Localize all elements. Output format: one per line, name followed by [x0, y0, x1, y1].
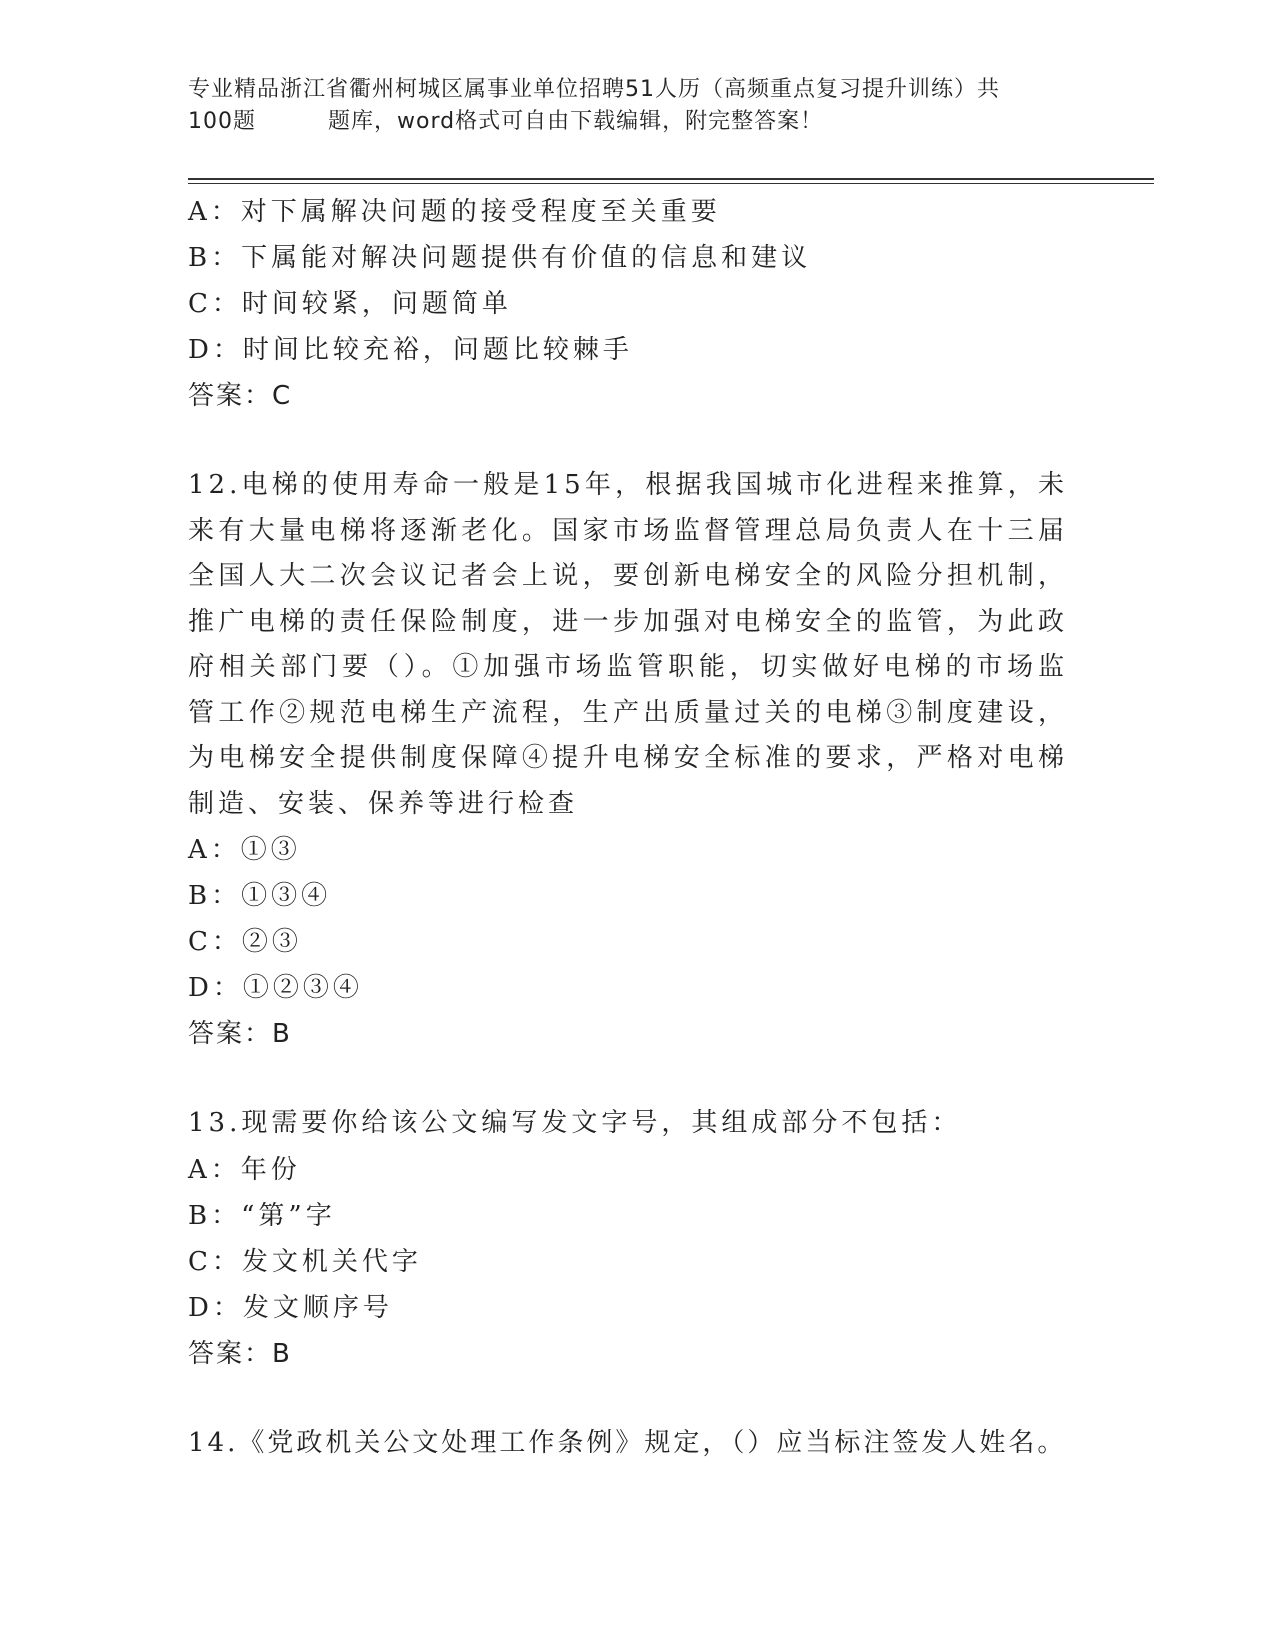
q13-answer: 答案：B	[188, 1338, 292, 1369]
header-line-1: 专业精品浙江省衢州柯城区属事业单位招聘51人历（高频重点复习提升训练）共	[188, 77, 1000, 102]
q11-option-a: A：对下属解决问题的接受程度至关重要	[188, 197, 721, 227]
q14-question-text: 14.《党政机关公文处理工作条例》规定，（）应当标注签发人姓名。	[188, 1427, 1067, 1458]
question-content	[188, 189, 1068, 1466]
q12-question-text: 12.电梯的使用寿命一般是15年，根据我国城市化进程来推算，未来有大量电梯将逐渐老化。国家市场监督管理总局负责人在十三届全国人大二次会议记者会上说，要创新电梯安全的风险分担机制，推广电梯的责任保险制度，进一步加强对电梯安全的监管，为此政府相关部门要（）。①加强市场监管职能，切实做好电梯的市场监管工作②规范电梯生产流程，生产出质量过关的电梯③制度建设，为电梯安全提供制度保障④提升电梯安全标准的要求，严格对电梯制造、安装、保养等进行检查	[188, 470, 1068, 819]
header-rule-thin	[188, 183, 1154, 184]
page-header	[188, 74, 1078, 138]
q11-answer: 答案：C	[188, 381, 293, 411]
q11-option-c: C：时间较紧，问题简单	[188, 289, 512, 319]
header-rule-thick	[188, 178, 1154, 180]
q11-option-b: B：下属能对解决问题提供有价值的信息和建议	[188, 243, 812, 273]
q12-option-d: D：①②③④	[188, 973, 363, 1003]
q11-option-d: D：时间比较充裕，问题比较棘手	[188, 335, 633, 365]
q13-option-c: C：发文机关代字	[188, 1246, 422, 1277]
q13-question-text: 13.现需要你给该公文编写发文字号，其组成部分不包括：	[188, 1108, 962, 1138]
q12-option-c: C：②③	[188, 927, 302, 957]
q13-option-a: A：年份	[188, 1154, 301, 1185]
question-block-14	[188, 1421, 1068, 1467]
question-block-12	[188, 463, 1068, 1057]
question-block-11	[188, 189, 1068, 419]
q13-option-b: B：“第”字	[188, 1200, 336, 1231]
q13-option-d: D：发文顺序号	[188, 1292, 393, 1323]
header-line-2	[188, 106, 1078, 138]
q12-answer: 答案：B	[188, 1019, 292, 1049]
q12-option-b: B：①③④	[188, 881, 332, 911]
q12-option-a: A：①③	[188, 835, 301, 865]
question-block-13	[188, 1101, 1068, 1377]
header-question-count: 100题	[188, 109, 256, 134]
header-description: 题库，word格式可自由下载编辑，附完整答案！	[328, 109, 824, 134]
